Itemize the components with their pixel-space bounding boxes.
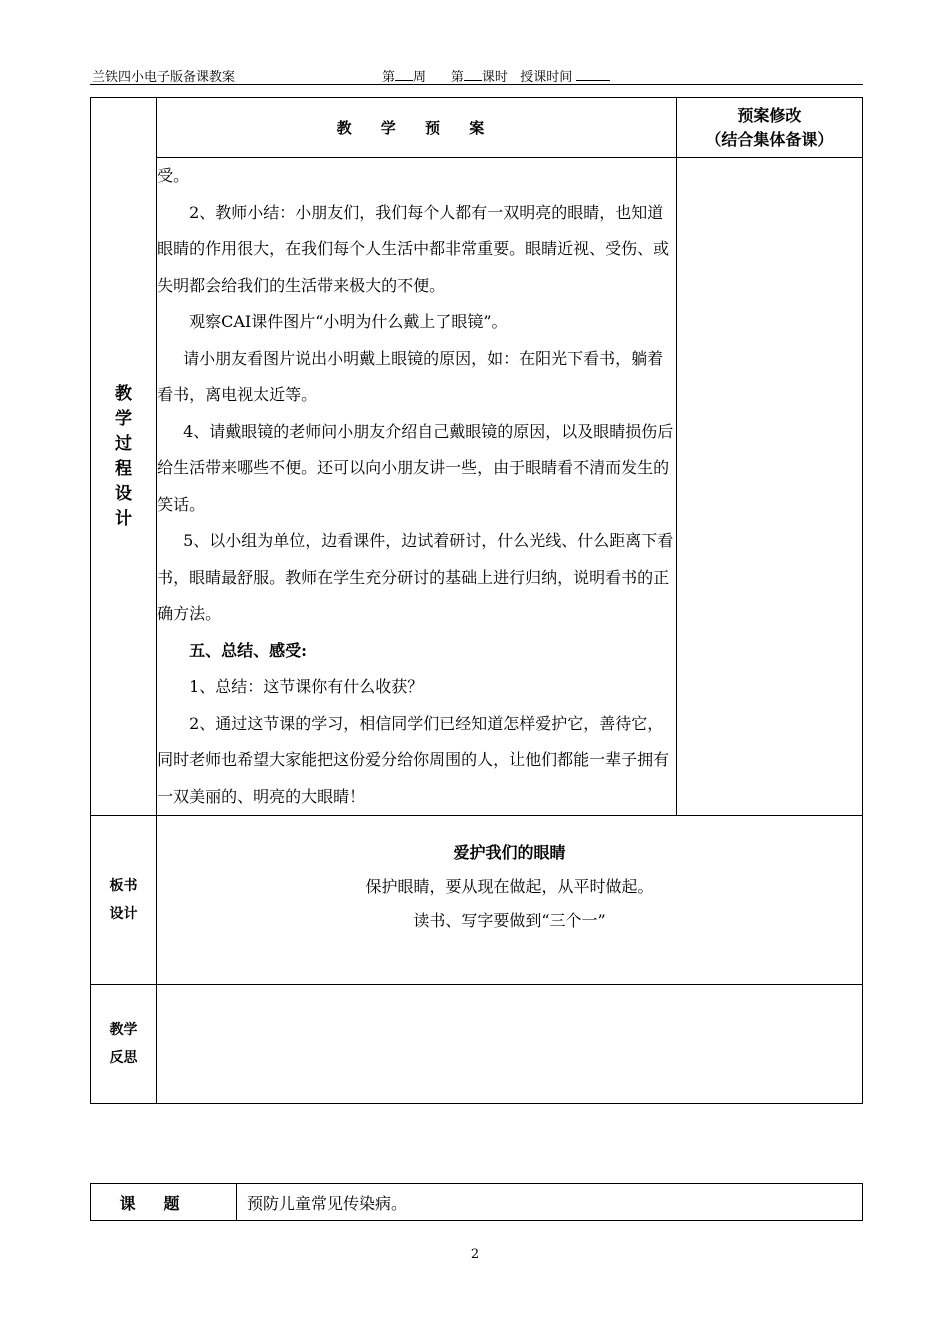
process-label-char: 设 xyxy=(115,483,133,504)
paragraph: 1、总结：这节课你有什么收获？ xyxy=(189,677,424,696)
period-suffix: 课时 xyxy=(481,70,508,85)
paragraph: 5、以小组为单位，边看课件，边试着研讨，什么光线、什么距离下看书，眼睛最舒服。教师在学生充分研讨的基础上进行归纳，说明看书的正确方法。 xyxy=(157,531,674,623)
paragraph: 观察CAI课件图片“小明为什么戴上了眼镜”。 xyxy=(189,312,508,331)
board-row xyxy=(91,816,863,985)
paragraph: 请小朋友看图片说出小明戴上眼镜的原因，如：在阳光下看书，躺着看书，离电视太近等。 xyxy=(157,348,664,404)
time-label: 授课时间 xyxy=(520,70,573,85)
reflection-label-line2: 反思 xyxy=(109,1050,138,1066)
reflection-label-cell xyxy=(91,985,157,1104)
paragraph: 受。 xyxy=(157,166,190,185)
period-blank xyxy=(464,80,482,81)
revision-header-line2: （结合集体备课） xyxy=(705,129,834,149)
page-header xyxy=(90,64,863,85)
reflection-label-line1: 教学 xyxy=(109,1022,138,1038)
topic-row xyxy=(91,1184,863,1221)
process-label-char: 过 xyxy=(115,433,133,454)
topic-table xyxy=(90,1183,863,1221)
process-label-char: 教 xyxy=(115,383,133,404)
header-meta xyxy=(382,66,610,85)
paragraph: 2、通过这节课的学习，相信同学们已经知道怎样爱护它，善待它，同时老师也希望大家能把这份爱分给你周围的人，让他们都能一辈子拥有一双美丽的、明亮的大眼睛！ xyxy=(157,713,670,806)
period-prefix: 第 xyxy=(450,70,464,85)
process-label-char: 学 xyxy=(115,408,133,429)
time-blank xyxy=(576,80,610,81)
process-label-cell xyxy=(91,98,157,816)
paragraph: 4、请戴眼镜的老师问小朋友介绍自己戴眼镜的原因，以及眼睛损伤后给生活带来哪些不便。还可以向小朋友讲一些，由于眼睛看不清而发生的笑话。 xyxy=(157,421,674,514)
process-content xyxy=(157,158,677,816)
reflection-row xyxy=(91,985,863,1104)
table-header-row xyxy=(91,98,863,158)
week-blank xyxy=(395,80,413,81)
board-title: 爱护我们的眼睛 xyxy=(453,843,566,862)
board-content xyxy=(157,816,863,985)
process-row xyxy=(91,158,863,816)
process-label-char: 计 xyxy=(115,508,133,529)
revision-content xyxy=(676,158,862,816)
school-name: 兰铁四小电子版备课教案 xyxy=(92,70,236,85)
board-line: 读书、写字要做到“三个一” xyxy=(413,911,606,930)
revision-header xyxy=(676,98,862,158)
reflection-content xyxy=(157,985,863,1104)
week-suffix: 周 xyxy=(413,70,427,85)
board-label-cell xyxy=(91,816,157,985)
section-heading: 五、总结、感受: xyxy=(189,640,307,660)
week-prefix: 第 xyxy=(382,70,396,85)
paragraph: 2、教师小结：小朋友们，我们每个人都有一双明亮的眼睛，也知道眼睛的作用很大，在我们每个人生活中都非常重要。眼睛近视、受伤、或失明都会给我们的生活带来极大的不便。 xyxy=(157,202,670,295)
board-label-line1: 板书 xyxy=(109,878,138,894)
process-label-char: 程 xyxy=(115,458,133,479)
board-line: 保护眼睛，要从现在做起，从平时做起。 xyxy=(365,877,654,896)
plan-header: 教 学 预 案 xyxy=(157,98,677,158)
lesson-plan-table xyxy=(90,97,863,1104)
board-label-line2: 设计 xyxy=(109,906,138,922)
page-number: 2 xyxy=(470,1247,480,1262)
topic-label: 课题 xyxy=(91,1184,237,1221)
revision-header-line1: 预案修改 xyxy=(737,105,802,125)
topic-value: 预防儿童常见传染病。 xyxy=(237,1184,863,1221)
